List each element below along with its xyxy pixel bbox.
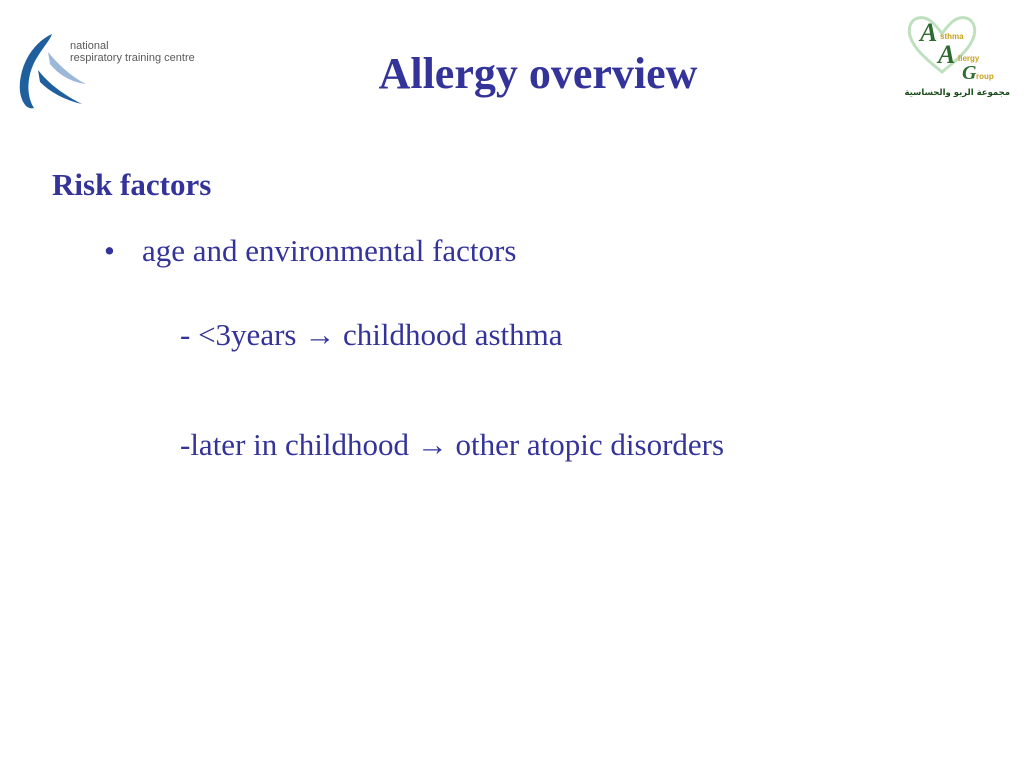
slide-title: Allergy overview <box>378 49 698 98</box>
aag-word-1: sthma <box>940 32 964 41</box>
aag-letter-3: G <box>962 62 977 84</box>
ntrc-logo-line1: national <box>70 40 109 52</box>
aag-letter-2: A <box>938 40 956 69</box>
ntrc-logo-line2: respiratory training centre <box>70 52 195 64</box>
aag-arabic-text: مجموعة الربو والحساسية <box>904 88 1010 98</box>
aag-word-2: llergy <box>958 54 980 63</box>
sub-item-1: - <3years → childhood asthma <box>180 317 563 352</box>
section-heading: Risk factors <box>52 167 212 202</box>
bullet-marker: • <box>104 233 115 268</box>
aag-letter-1: A <box>920 18 938 47</box>
bullet-item <box>104 233 516 269</box>
bullet-text: age and environmental factors <box>142 233 517 268</box>
sub-item-2: -later in childhood → other atopic disorders <box>180 427 725 462</box>
aag-word-3: roup <box>976 72 994 81</box>
